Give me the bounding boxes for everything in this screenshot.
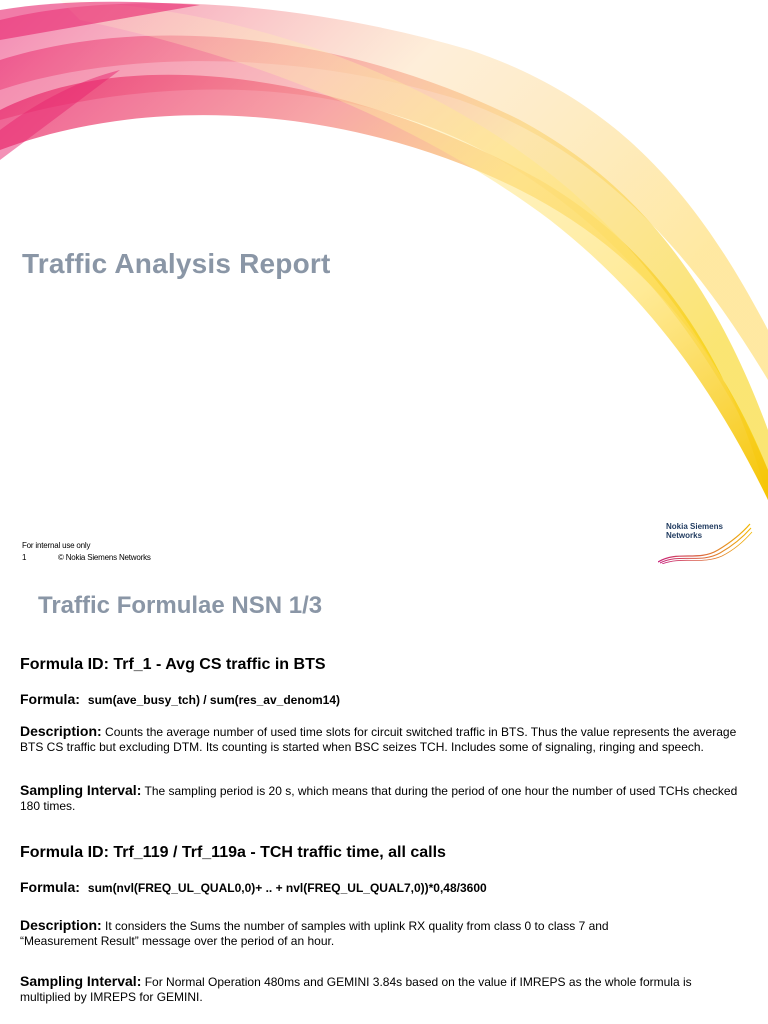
description-block bbox=[20, 918, 670, 949]
description-text: It considers the Sums the number of samples with uplink RX quality from class 0 to class 7 and “Measurement Result” message over the period of an hour. bbox=[20, 919, 609, 948]
company-logo bbox=[658, 520, 754, 564]
formula-line bbox=[20, 692, 740, 708]
description-text: Counts the average number of used time slots for circuit switched traffic in BTS. Thus the value represents the average BTS CS traffic but excluding DTM. Its counting is started when BSC seizes TCH. Includes some of signaling, ringing and speech. bbox=[20, 725, 737, 754]
logo-text-line1: Nokia Siemens bbox=[666, 522, 723, 531]
description-label: Description: bbox=[20, 917, 102, 933]
copyright-text: © Nokia Siemens Networks bbox=[58, 553, 151, 562]
page-number: 1 bbox=[22, 553, 27, 562]
formula-expression: sum(ave_busy_tch) / sum(res_av_denom14) bbox=[87, 693, 340, 707]
sampling-text: For Normal Operation 480ms and GEMINI 3.84s based on the value if IMREPS as the whole formula is multiplied by IMREPS for GEMINI. bbox=[20, 975, 692, 1004]
description-label: Description: bbox=[20, 723, 102, 739]
formula-id-heading: Formula ID: Trf_1 - Avg CS traffic in BTS bbox=[20, 656, 326, 673]
report-title: Traffic Analysis Report bbox=[22, 248, 331, 279]
formula-expression: sum(nvl(FREQ_UL_QUAL0,0)+ .. + nvl(FREQ_UL_QUAL7,0))*0,48/3600 bbox=[87, 881, 487, 895]
sampling-block bbox=[20, 783, 740, 814]
formula-line bbox=[20, 880, 740, 896]
formula-label: Formula: bbox=[20, 879, 80, 895]
sampling-block bbox=[20, 974, 720, 1005]
sampling-label: Sampling Interval: bbox=[20, 782, 142, 798]
formula-label: Formula: bbox=[20, 691, 80, 707]
sampling-text: The sampling period is 20 s, which means that during the period of one hour the number of used TCHs checked 180 times. bbox=[20, 784, 738, 813]
sampling-label: Sampling Interval: bbox=[20, 973, 142, 989]
internal-use-note: For internal use only bbox=[22, 541, 91, 550]
logo-text-line2: Networks bbox=[666, 531, 703, 540]
description-block bbox=[20, 724, 740, 755]
formulae-slide bbox=[0, 576, 768, 1024]
formula-id-heading: Formula ID: Trf_119 / Trf_119a - TCH traffic time, all calls bbox=[20, 844, 446, 861]
slide-title: Traffic Formulae NSN 1/3 bbox=[38, 592, 323, 619]
